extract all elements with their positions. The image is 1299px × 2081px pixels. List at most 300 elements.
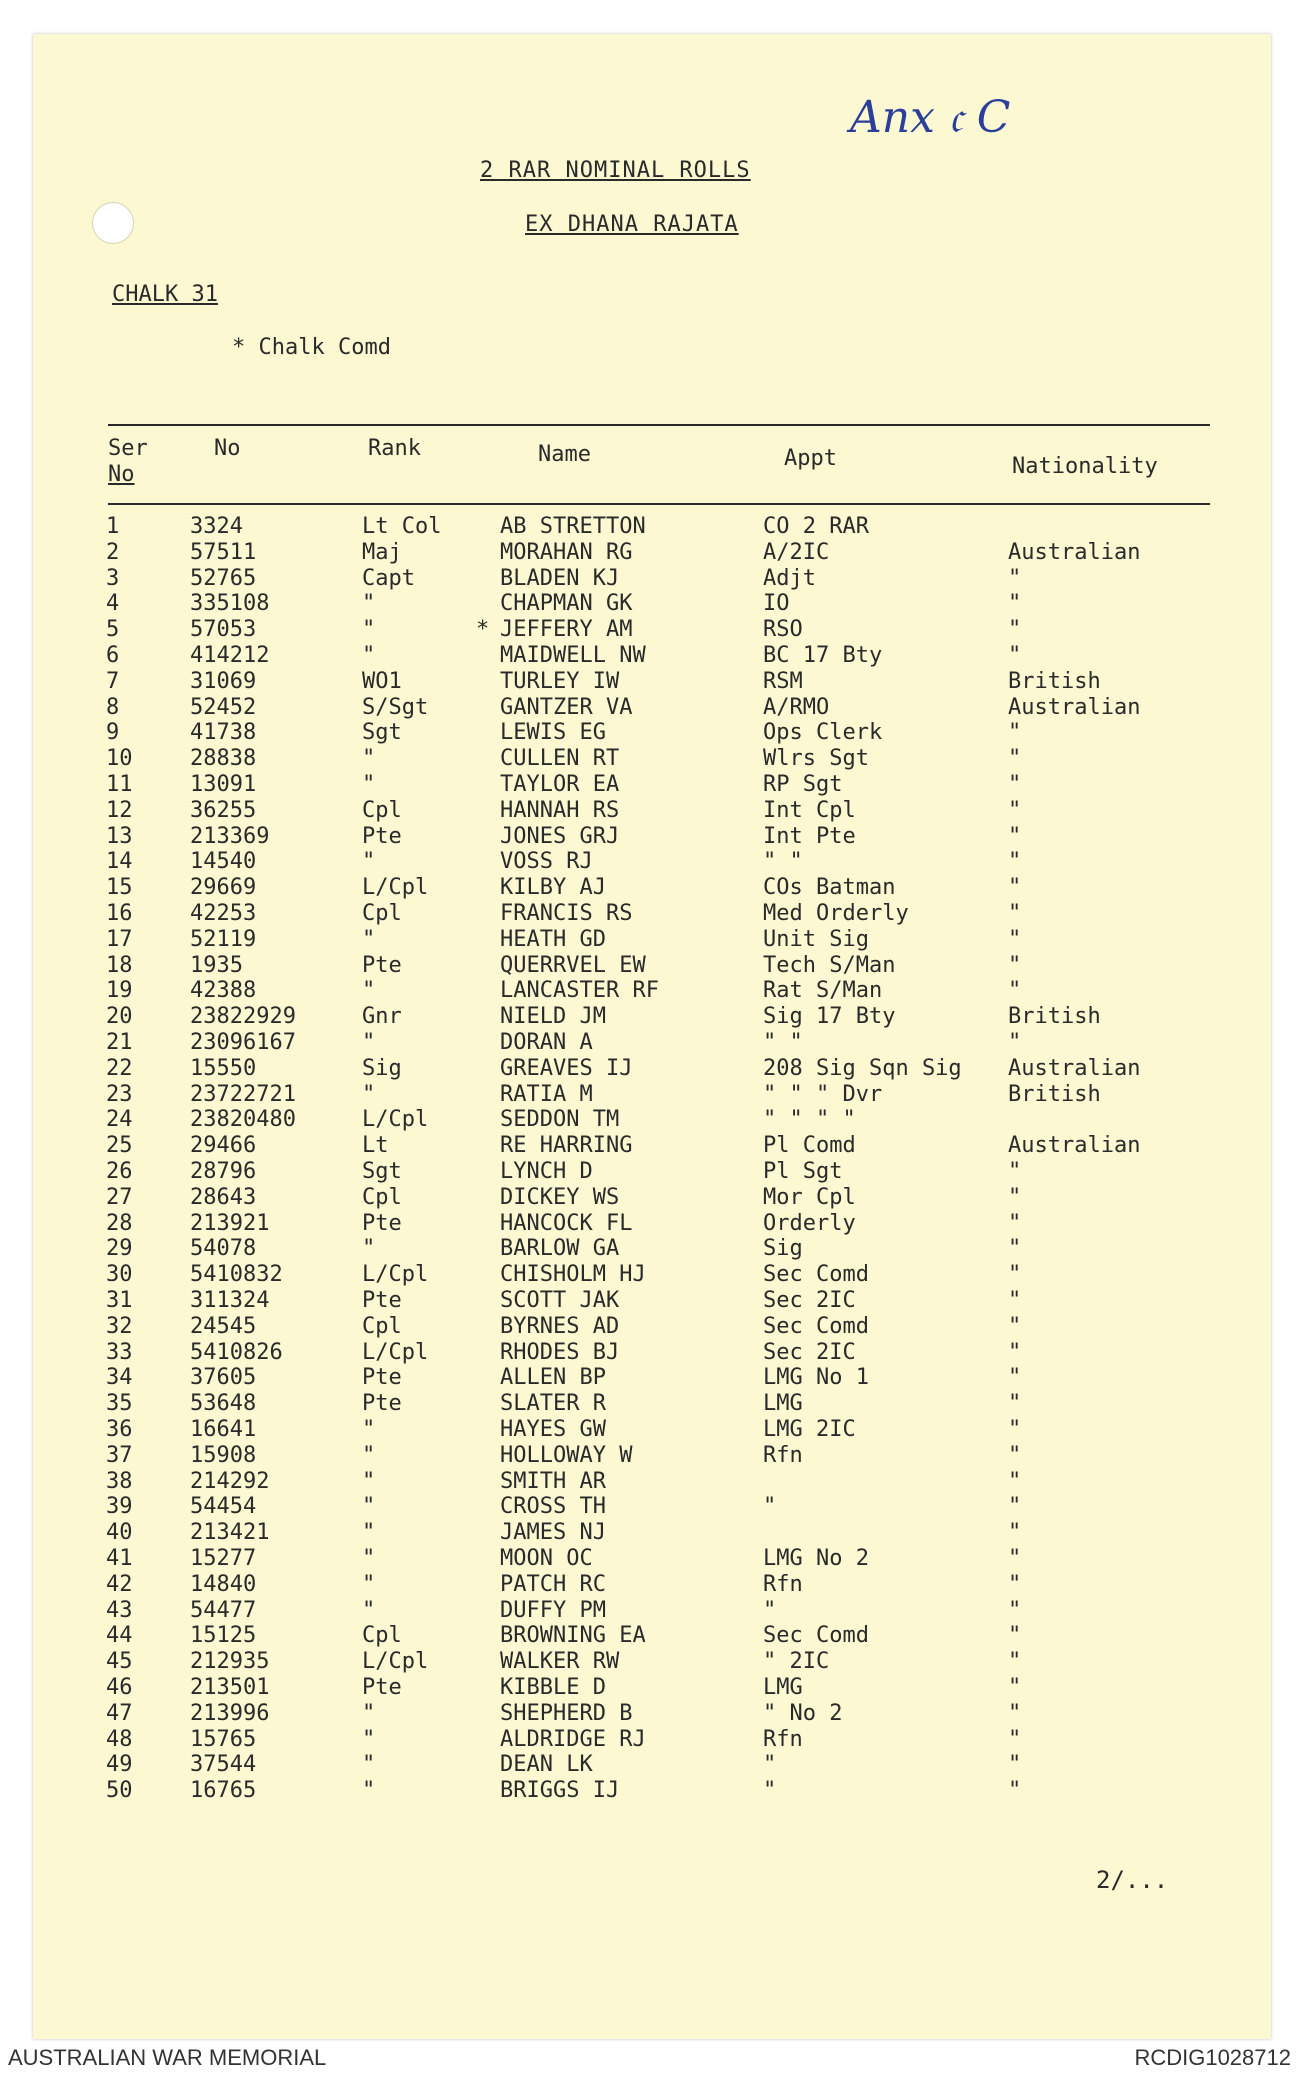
nationality-cell: ": [1008, 1623, 1022, 1648]
appt-cell: IO: [763, 591, 790, 616]
rank-cell: Cpl: [362, 1185, 402, 1210]
table-row: [0, 953, 1299, 979]
appt-cell: Int Cpl: [763, 798, 856, 823]
nationality-cell: ": [1008, 772, 1022, 797]
name-cell: DORAN A: [500, 1030, 593, 1055]
chalk-comd-marker: *: [476, 617, 490, 642]
appt-cell: Adjt: [763, 566, 816, 591]
appt-cell: Sig 17 Bty: [763, 1004, 896, 1029]
table-row: [0, 1391, 1299, 1417]
number-cell: 37605: [190, 1365, 257, 1390]
nationality-cell: ": [1008, 1211, 1022, 1236]
number-cell: 15277: [190, 1546, 257, 1571]
rank-cell: L/Cpl: [362, 875, 429, 900]
nationality-cell: ": [1008, 1340, 1022, 1365]
nationality-cell: Australian: [1008, 1133, 1141, 1158]
rank-cell: Pte: [362, 1211, 402, 1236]
appt-cell: " " " Dvr: [763, 1082, 883, 1107]
appt-cell: LMG: [763, 1391, 803, 1416]
nationality-cell: ": [1008, 824, 1022, 849]
appt-cell: Mor Cpl: [763, 1185, 856, 1210]
name-cell: SHEPHERD B: [500, 1701, 633, 1726]
table-row: [0, 1598, 1299, 1624]
appt-cell: Unit Sig: [763, 927, 869, 952]
number-cell: 414212: [190, 643, 270, 668]
name-cell: MAIDWELL NW: [500, 643, 646, 668]
table-row: [0, 669, 1299, 695]
rank-cell: Sgt: [362, 1159, 402, 1184]
table-row: [0, 1340, 1299, 1366]
number-cell: 29669: [190, 875, 257, 900]
table-row: [0, 1494, 1299, 1520]
number-cell: 53648: [190, 1391, 257, 1416]
table-row: [0, 1262, 1299, 1288]
number-cell: 213921: [190, 1211, 270, 1236]
number-cell: 54454: [190, 1494, 257, 1519]
chalk-label: CHALK 31: [112, 282, 218, 307]
rank-cell: ": [362, 1778, 376, 1803]
number-cell: 213421: [190, 1520, 270, 1545]
rank-cell: L/Cpl: [362, 1340, 429, 1365]
nationality-cell: ": [1008, 1546, 1022, 1571]
ser-cell: 35: [106, 1391, 133, 1416]
ser-cell: 11: [106, 772, 133, 797]
ser-cell: 29: [106, 1236, 133, 1261]
nationality-cell: ": [1008, 1391, 1022, 1416]
appt-cell: LMG No 1: [763, 1365, 869, 1390]
name-cell: HOLLOWAY W: [500, 1443, 633, 1468]
ser-cell: 46: [106, 1675, 133, 1700]
appt-cell: Pl Comd: [763, 1133, 856, 1158]
number-cell: 212935: [190, 1649, 270, 1674]
nationality-cell: ": [1008, 798, 1022, 823]
ser-cell: 13: [106, 824, 133, 849]
nationality-cell: ": [1008, 1262, 1022, 1287]
name-cell: BLADEN KJ: [500, 566, 620, 591]
appt-cell: ": [763, 1494, 777, 1519]
nationality-cell: ": [1008, 643, 1022, 668]
appt-cell: " ": [763, 849, 803, 874]
ser-cell: 21: [106, 1030, 133, 1055]
rank-cell: Cpl: [362, 901, 402, 926]
name-cell: HAYES GW: [500, 1417, 606, 1442]
table-row: [0, 566, 1299, 592]
table-row: [0, 1546, 1299, 1572]
table-row: [0, 978, 1299, 1004]
document-title: 2 RAR NOMINAL ROLLS: [480, 158, 751, 183]
table-row: [0, 1056, 1299, 1082]
table-row: [0, 1727, 1299, 1753]
appt-cell: Sec Comd: [763, 1623, 869, 1648]
number-cell: 54078: [190, 1236, 257, 1261]
rank-cell: ": [362, 643, 376, 668]
appt-cell: ": [763, 1778, 777, 1803]
name-cell: TURLEY IW: [500, 669, 620, 694]
appt-cell: LMG: [763, 1675, 803, 1700]
rank-cell: ": [362, 1417, 376, 1442]
ser-cell: 33: [106, 1340, 133, 1365]
number-cell: 52765: [190, 566, 257, 591]
number-cell: 14840: [190, 1572, 257, 1597]
punch-hole: [92, 202, 134, 244]
rank-cell: ": [362, 1520, 376, 1545]
rank-cell: Pte: [362, 1288, 402, 1313]
table-row: [0, 514, 1299, 540]
ser-cell: 12: [106, 798, 133, 823]
number-cell: 23096167: [190, 1030, 296, 1055]
appt-cell: Rfn: [763, 1572, 803, 1597]
number-cell: 41738: [190, 720, 257, 745]
name-cell: WALKER RW: [500, 1649, 620, 1674]
appt-cell: " ": [763, 1030, 803, 1055]
number-cell: 15765: [190, 1727, 257, 1752]
number-cell: 57511: [190, 540, 257, 565]
appt-cell: Orderly: [763, 1211, 856, 1236]
name-cell: FRANCIS RS: [500, 901, 633, 926]
rank-cell: Maj: [362, 540, 402, 565]
name-cell: SCOTT JAK: [500, 1288, 620, 1313]
nationality-cell: ": [1008, 1288, 1022, 1313]
number-cell: 15550: [190, 1056, 257, 1081]
header-ser: Ser: [108, 436, 148, 461]
number-cell: 31069: [190, 669, 257, 694]
appt-cell: Wlrs Sgt: [763, 746, 869, 771]
table-row: [0, 1211, 1299, 1237]
rank-cell: ": [362, 591, 376, 616]
ser-cell: 25: [106, 1133, 133, 1158]
appt-cell: RP Sgt: [763, 772, 843, 797]
appt-cell: Med Orderly: [763, 901, 909, 926]
appt-cell: ": [763, 1752, 777, 1777]
nationality-cell: ": [1008, 849, 1022, 874]
number-cell: 29466: [190, 1133, 257, 1158]
table-row: [0, 901, 1299, 927]
table-row: [0, 1004, 1299, 1030]
ser-cell: 27: [106, 1185, 133, 1210]
ser-cell: 31: [106, 1288, 133, 1313]
nationality-cell: ": [1008, 1572, 1022, 1597]
nationality-cell: Australian: [1008, 540, 1141, 565]
ser-cell: 4: [106, 591, 120, 616]
table-row: [0, 591, 1299, 617]
table-row: [0, 1314, 1299, 1340]
ser-cell: 43: [106, 1598, 133, 1623]
table-row: [0, 1649, 1299, 1675]
name-cell: BROWNING EA: [500, 1623, 646, 1648]
ser-cell: 37: [106, 1443, 133, 1468]
appt-cell: Sec Comd: [763, 1262, 869, 1287]
ser-cell: 3: [106, 566, 120, 591]
table-row: [0, 1443, 1299, 1469]
rank-cell: ": [362, 1030, 376, 1055]
number-cell: 23820480: [190, 1107, 296, 1132]
number-cell: 28796: [190, 1159, 257, 1184]
rank-cell: L/Cpl: [362, 1262, 429, 1287]
ser-cell: 49: [106, 1752, 133, 1777]
nationality-cell: Australian: [1008, 1056, 1141, 1081]
rank-cell: ": [362, 1469, 376, 1494]
ser-cell: 47: [106, 1701, 133, 1726]
ser-cell: 9: [106, 720, 120, 745]
nationality-cell: ": [1008, 1159, 1022, 1184]
name-cell: CHISHOLM HJ: [500, 1262, 646, 1287]
page-continuation: 2/...: [1096, 1866, 1169, 1894]
number-cell: 52119: [190, 927, 257, 952]
table-row: [0, 1417, 1299, 1443]
number-cell: 28838: [190, 746, 257, 771]
ser-cell: 41: [106, 1546, 133, 1571]
appt-cell: Ops Clerk: [763, 720, 883, 745]
ser-cell: 8: [106, 695, 120, 720]
name-cell: RATIA M: [500, 1082, 593, 1107]
rank-cell: Pte: [362, 824, 402, 849]
table-row: [0, 643, 1299, 669]
chalk-comd-note: * Chalk Comd: [232, 335, 391, 360]
nationality-cell: ": [1008, 720, 1022, 745]
nationality-cell: ": [1008, 591, 1022, 616]
appt-cell: Pl Sgt: [763, 1159, 843, 1184]
appt-cell: Int Pte: [763, 824, 856, 849]
nationality-cell: ": [1008, 1417, 1022, 1442]
number-cell: 311324: [190, 1288, 270, 1313]
appt-cell: Sec 2IC: [763, 1288, 856, 1313]
table-row: [0, 1623, 1299, 1649]
table-row: [0, 824, 1299, 850]
rank-cell: Pte: [362, 1675, 402, 1700]
appt-cell: ": [763, 1598, 777, 1623]
nationality-cell: ": [1008, 875, 1022, 900]
annex-annotation: Anx 𝔠 C: [850, 92, 1011, 143]
ser-cell: 14: [106, 849, 133, 874]
header-appt: Appt: [784, 446, 837, 471]
name-cell: PATCH RC: [500, 1572, 606, 1597]
ser-cell: 7: [106, 669, 120, 694]
table-row: [0, 1236, 1299, 1262]
ser-cell: 24: [106, 1107, 133, 1132]
name-cell: LYNCH D: [500, 1159, 593, 1184]
document-subtitle: EX DHANA RAJATA: [525, 212, 739, 237]
appt-cell: LMG 2IC: [763, 1417, 856, 1442]
table-row: [0, 1288, 1299, 1314]
nationality-cell: ": [1008, 1701, 1022, 1726]
ser-cell: 42: [106, 1572, 133, 1597]
ser-cell: 6: [106, 643, 120, 668]
appt-cell: 208 Sig Sqn Sig: [763, 1056, 962, 1081]
number-cell: 23722721: [190, 1082, 296, 1107]
ser-cell: 40: [106, 1520, 133, 1545]
number-cell: 57053: [190, 617, 257, 642]
name-cell: SLATER R: [500, 1391, 606, 1416]
rank-cell: ": [362, 927, 376, 952]
rank-cell: WO1: [362, 669, 402, 694]
footer-source: AUSTRALIAN WAR MEMORIAL: [8, 2045, 327, 2070]
table-row: [0, 1159, 1299, 1185]
ser-cell: 26: [106, 1159, 133, 1184]
table-row: [0, 875, 1299, 901]
rank-cell: ": [362, 772, 376, 797]
number-cell: 24545: [190, 1314, 257, 1339]
number-cell: 36255: [190, 798, 257, 823]
ser-cell: 50: [106, 1778, 133, 1803]
number-cell: 5410826: [190, 1340, 283, 1365]
rank-cell: ": [362, 978, 376, 1003]
rank-cell: Pte: [362, 953, 402, 978]
appt-cell: Sig: [763, 1236, 803, 1261]
name-cell: LEWIS EG: [500, 720, 606, 745]
table-row: [0, 772, 1299, 798]
nationality-cell: ": [1008, 1314, 1022, 1339]
number-cell: 213501: [190, 1675, 270, 1700]
number-cell: 54477: [190, 1598, 257, 1623]
nationality-cell: ": [1008, 1598, 1022, 1623]
rank-cell: ": [362, 1572, 376, 1597]
rank-cell: ": [362, 746, 376, 771]
nationality-cell: British: [1008, 1004, 1101, 1029]
appt-cell: Rat S/Man: [763, 978, 883, 1003]
header-nationality: Nationality: [1012, 454, 1158, 479]
nationality-cell: ": [1008, 953, 1022, 978]
name-cell: CROSS TH: [500, 1494, 606, 1519]
table-row: [0, 1107, 1299, 1133]
ser-cell: 30: [106, 1262, 133, 1287]
appt-cell: Sec Comd: [763, 1314, 869, 1339]
nationality-cell: ": [1008, 1236, 1022, 1261]
rank-cell: Lt Col: [362, 514, 442, 539]
rank-cell: Gnr: [362, 1004, 402, 1029]
table-row: [0, 1701, 1299, 1727]
number-cell: 1935: [190, 953, 243, 978]
name-cell: BRIGGS IJ: [500, 1778, 620, 1803]
name-cell: VOSS RJ: [500, 849, 593, 874]
ser-cell: 17: [106, 927, 133, 952]
nationality-cell: Australian: [1008, 695, 1141, 720]
number-cell: 52452: [190, 695, 257, 720]
name-cell: SEDDON TM: [500, 1107, 620, 1132]
number-cell: 5410832: [190, 1262, 283, 1287]
table-row: [0, 1185, 1299, 1211]
table-row: [0, 720, 1299, 746]
rank-cell: Cpl: [362, 1623, 402, 1648]
rank-cell: ": [362, 1443, 376, 1468]
rank-cell: Capt: [362, 566, 415, 591]
appt-cell: " 2IC: [763, 1649, 830, 1674]
appt-cell: Sec 2IC: [763, 1340, 856, 1365]
name-cell: SMITH AR: [500, 1469, 606, 1494]
table-row: [0, 1365, 1299, 1391]
name-cell: ALLEN BP: [500, 1365, 606, 1390]
nationality-cell: ": [1008, 617, 1022, 642]
table-row: [0, 798, 1299, 824]
name-cell: DICKEY WS: [500, 1185, 620, 1210]
ser-cell: 22: [106, 1056, 133, 1081]
table-row: [0, 617, 1299, 643]
number-cell: 16765: [190, 1778, 257, 1803]
table-row: [0, 1778, 1299, 1804]
appt-cell: " No 2: [763, 1701, 843, 1726]
number-cell: 28643: [190, 1185, 257, 1210]
appt-cell: RSO: [763, 617, 803, 642]
appt-cell: RSM: [763, 669, 803, 694]
nationality-cell: British: [1008, 1082, 1101, 1107]
name-cell: HANNAH RS: [500, 798, 620, 823]
rank-cell: Pte: [362, 1365, 402, 1390]
nationality-cell: ": [1008, 1752, 1022, 1777]
nationality-cell: ": [1008, 927, 1022, 952]
name-cell: KILBY AJ: [500, 875, 606, 900]
rank-cell: ": [362, 1752, 376, 1777]
ser-cell: 19: [106, 978, 133, 1003]
name-cell: RE HARRING: [500, 1133, 633, 1158]
rank-cell: ": [362, 1494, 376, 1519]
number-cell: 16641: [190, 1417, 257, 1442]
number-cell: 214292: [190, 1469, 270, 1494]
name-cell: DUFFY PM: [500, 1598, 606, 1623]
rank-cell: S/Sgt: [362, 695, 429, 720]
header-name: Name: [538, 442, 591, 467]
ser-cell: 44: [106, 1623, 133, 1648]
ser-cell: 18: [106, 953, 133, 978]
appt-cell: Rfn: [763, 1727, 803, 1752]
table-row: [0, 695, 1299, 721]
rank-cell: Cpl: [362, 798, 402, 823]
header-ser-no: No: [108, 462, 135, 487]
number-cell: 42388: [190, 978, 257, 1003]
table-row: [0, 849, 1299, 875]
number-cell: 213996: [190, 1701, 270, 1726]
table-header-rule: [108, 503, 1210, 505]
nationality-cell: ": [1008, 1675, 1022, 1700]
rank-cell: ": [362, 617, 376, 642]
appt-cell: COs Batman: [763, 875, 896, 900]
ser-cell: 5: [106, 617, 120, 642]
nationality-cell: ": [1008, 1365, 1022, 1390]
ser-cell: 23: [106, 1082, 133, 1107]
name-cell: ALDRIDGE RJ: [500, 1727, 646, 1752]
name-cell: TAYLOR EA: [500, 772, 620, 797]
table-top-rule: [108, 424, 1210, 426]
nationality-cell: ": [1008, 901, 1022, 926]
name-cell: GANTZER VA: [500, 695, 633, 720]
name-cell: HEATH GD: [500, 927, 606, 952]
name-cell: JAMES NJ: [500, 1520, 606, 1545]
name-cell: LANCASTER RF: [500, 978, 659, 1003]
name-cell: AB STRETTON: [500, 514, 646, 539]
name-cell: QUERRVEL EW: [500, 953, 646, 978]
header-no: No: [214, 436, 241, 461]
header-rank: Rank: [368, 436, 421, 461]
table-row: [0, 1082, 1299, 1108]
table-row: [0, 1572, 1299, 1598]
name-cell: GREAVES IJ: [500, 1056, 633, 1081]
ser-cell: 32: [106, 1314, 133, 1339]
ser-cell: 45: [106, 1649, 133, 1674]
ser-cell: 48: [106, 1727, 133, 1752]
rank-cell: Lt: [362, 1133, 389, 1158]
nationality-cell: ": [1008, 1030, 1022, 1055]
number-cell: 37544: [190, 1752, 257, 1777]
table-row: [0, 540, 1299, 566]
name-cell: NIELD JM: [500, 1004, 606, 1029]
appt-cell: " " " ": [763, 1107, 856, 1132]
rank-cell: L/Cpl: [362, 1649, 429, 1674]
nationality-cell: ": [1008, 1778, 1022, 1803]
table-row: [0, 927, 1299, 953]
rank-cell: ": [362, 1236, 376, 1261]
name-cell: RHODES BJ: [500, 1340, 620, 1365]
number-cell: 213369: [190, 824, 270, 849]
rank-cell: ": [362, 1546, 376, 1571]
rank-cell: L/Cpl: [362, 1107, 429, 1132]
